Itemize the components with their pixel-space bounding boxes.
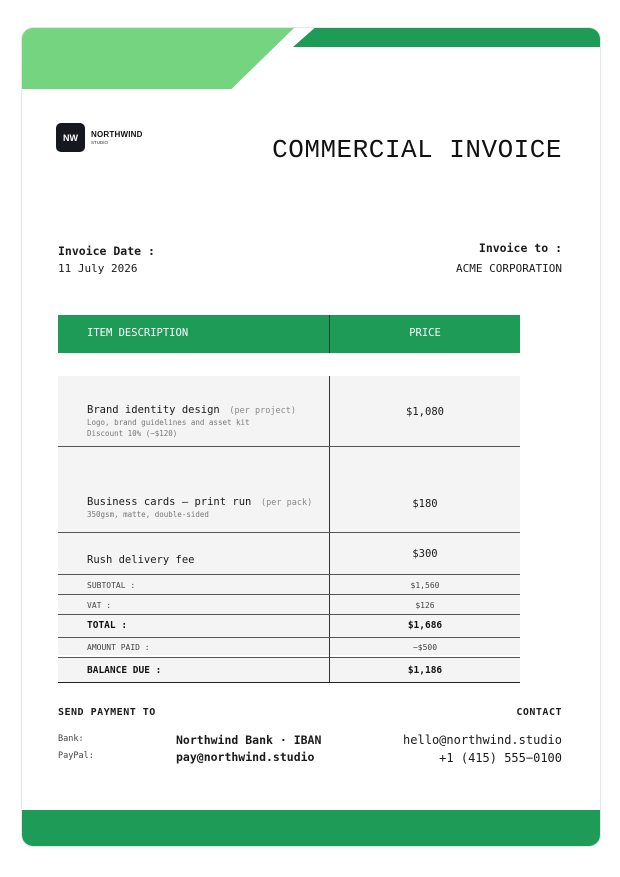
column-header-price: PRICE	[409, 327, 441, 339]
item-title: Business cards — print run	[87, 496, 252, 508]
bank-label: Bank:	[58, 734, 84, 744]
total-label: TOTAL :	[87, 620, 128, 631]
subtotal-label: SUBTOTAL :	[87, 581, 136, 590]
payment-heading: SEND PAYMENT TO	[58, 707, 156, 718]
brand-name: NORTHWIND	[91, 130, 143, 139]
paypal-value[interactable]: pay@northwind.studio	[176, 750, 315, 764]
contact-heading: CONTACT	[516, 707, 562, 718]
amount-paid-label: AMOUNT PAID :	[87, 643, 150, 652]
item-title: Brand identity design	[87, 404, 220, 416]
table-row	[87, 548, 194, 567]
logo-mark: NW	[56, 123, 85, 152]
item-price: $300	[412, 548, 438, 560]
brand-sub: STUDIO	[91, 140, 109, 145]
item-price: $180	[412, 498, 438, 510]
header-accent-light	[22, 28, 294, 89]
contact-phone[interactable]: +1 (415) 555−0100	[439, 751, 562, 765]
item-price: $1,080	[406, 406, 444, 418]
row-divider	[58, 594, 520, 595]
invoice-to-label: Invoice to :	[478, 241, 562, 255]
item-title-line	[87, 490, 312, 509]
invoice-date-label: Invoice Date :	[58, 244, 155, 258]
row-divider	[58, 574, 520, 575]
table-header	[58, 315, 520, 353]
row-divider	[58, 614, 520, 615]
item-detail: 350gsm, matte, double-sided	[87, 510, 209, 519]
subtotal-value: $1,560	[410, 581, 440, 590]
balance-due-label: BALANCE DUE :	[87, 665, 162, 676]
document-title: COMMERCIAL INVOICE	[272, 135, 562, 165]
brand-logo	[56, 123, 143, 152]
invoice-date-value: 11 July 2026	[58, 262, 138, 275]
logo-text	[91, 130, 143, 145]
item-title-line	[87, 398, 296, 417]
amount-paid-value: −$500	[412, 643, 438, 652]
header-accent-dark	[293, 28, 600, 47]
table-body	[58, 376, 520, 655]
balance-due-value: $1,186	[407, 665, 443, 676]
balance-row	[58, 658, 520, 682]
paypal-label: PayPal:	[58, 751, 94, 761]
total-value: $1,686	[407, 620, 443, 631]
item-unit: (per pack)	[261, 498, 313, 508]
row-divider	[58, 532, 520, 533]
item-detail: Logo, brand guidelines and asset kit	[87, 418, 250, 427]
vat-label: VAT :	[87, 601, 112, 610]
row-divider	[58, 637, 520, 638]
vat-value: $126	[415, 601, 435, 610]
invoice-to-value: ACME CORPORATION	[456, 262, 562, 275]
bank-value: Northwind Bank · IBAN	[176, 733, 322, 747]
column-header-description: ITEM DESCRIPTION	[87, 327, 189, 339]
item-title: Rush delivery fee	[87, 554, 195, 566]
item-unit: (per project)	[229, 406, 296, 416]
contact-email[interactable]: hello@northwind.studio	[403, 733, 562, 747]
row-divider	[58, 446, 520, 447]
item-detail: Discount 10% (−$120)	[87, 429, 178, 438]
table-bottom-rule	[58, 682, 520, 683]
table-row	[87, 398, 296, 439]
footer-accent-band	[22, 810, 600, 846]
table-row	[87, 490, 312, 520]
